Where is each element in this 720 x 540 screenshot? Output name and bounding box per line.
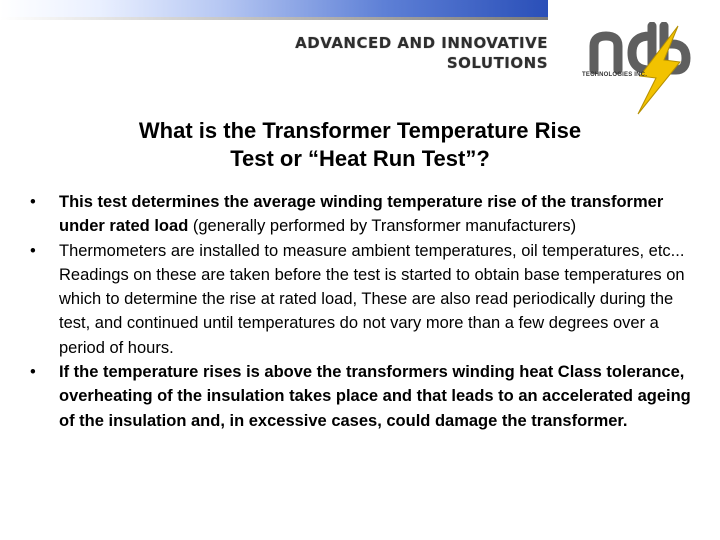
bullet-item-3: [30, 360, 700, 433]
bullet-dot: •: [30, 241, 36, 260]
bullet-list: [30, 190, 700, 433]
bullet-2-text: Thermometers are installed to measure ambient temperatures, oil temperatures, etc... Readings on these are taken before the test is started to obtain base temperatures on which to determine the rise at rated load, These are also read periodically during the test, and continued until temperatures do not vary more than a few degrees over a period of hours.: [59, 241, 685, 357]
header-gradient-bar: [0, 0, 548, 20]
slide-title-line-2: Test or “Heat Run Test”?: [230, 146, 490, 171]
bullet-item-2: [30, 239, 700, 360]
slide-title-line-1: What is the Transformer Temperature Rise: [138, 118, 582, 143]
bullet-dot: •: [30, 363, 36, 382]
bullet-3-bold-text: If the temperature rises is above the transformers winding heat Class tolerance, overheating of the insulation takes place and that leads to an accelerated ageing of the insulation and, in excessive cases, could damage the transformer.: [59, 363, 691, 430]
bullet-1-text: (generally performed by Transformer manufacturers): [188, 217, 577, 236]
bullet-dot: •: [30, 193, 36, 211]
logo-caption: TECHNOLOGIES INC.: [582, 72, 648, 78]
bullet-1-bold-text: This test determines the average winding temperature rise of the transformer under rated load: [59, 193, 664, 236]
ndb-logo-icon: [580, 22, 692, 116]
brand-line-1: ADVANCED AND INNOVATIVE: [295, 34, 548, 52]
bullet-item-1: [30, 190, 700, 239]
brand-line-2: SOLUTIONS: [446, 54, 548, 72]
slide-title: [30, 117, 690, 173]
